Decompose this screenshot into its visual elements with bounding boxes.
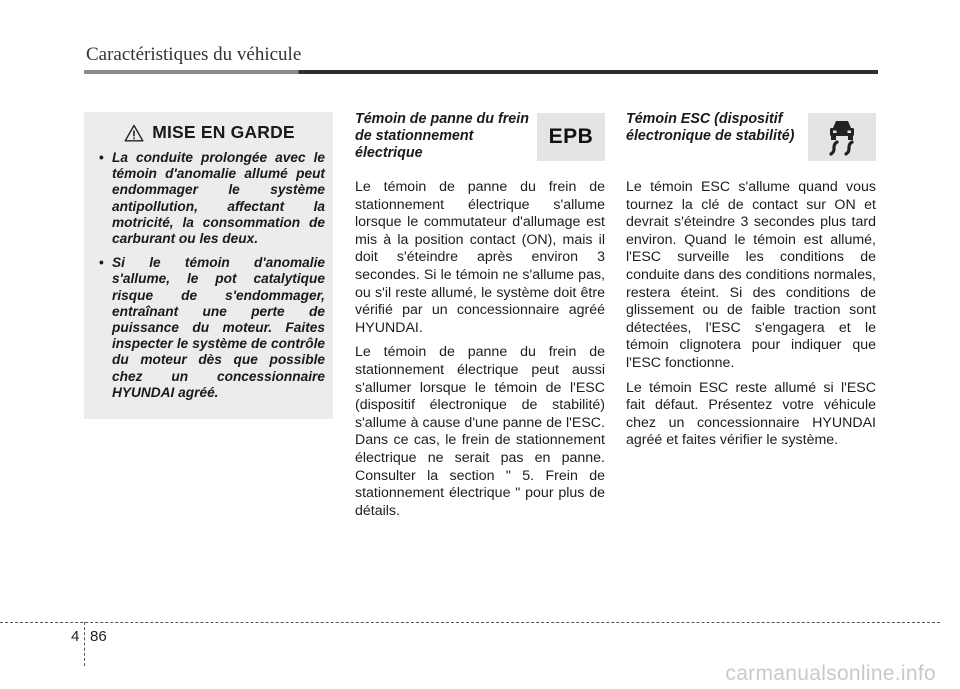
footer-divider (84, 622, 85, 666)
page-header-title: Caractéristiques du véhicule (86, 44, 302, 65)
page-chapter: 4 (71, 628, 80, 645)
warning-triangle-icon (124, 124, 144, 142)
warning-list (94, 150, 325, 401)
epb-section-title: Témoin de panne du frein de stationnement électrique (355, 111, 529, 161)
epb-indicator-badge (537, 113, 605, 161)
esc-section (626, 111, 876, 457)
warning-item: • La conduite prolongée avec le témoin d'anomalie allumé peut endommager le système antipollution, affectant la motricité, la consommation de carburant ou les deux. (94, 150, 325, 247)
epb-section (355, 111, 605, 527)
warning-box (84, 112, 333, 419)
epb-badge-label: EPB (548, 125, 594, 148)
page-number: 86 (90, 628, 107, 645)
epb-paragraph: Le témoin de panne du frein de stationnement électrique s'allume lorsque le commutateur d'allumage est mis à la position contact (ON), mais il doit s'éteindre après environ 3 secondes. Si le témoin ne s'allume pas, ou s'il reste allumé, le système doit être vérifié par un concessionnaire agréé HYUNDAI. (355, 179, 605, 336)
warning-header (94, 122, 325, 143)
esc-indicator-badge (808, 113, 876, 161)
esc-section-title: Témoin ESC (dispositif électronique de stabilité) (626, 111, 795, 144)
footer-rule (0, 622, 940, 623)
epb-paragraph: Le témoin de panne du frein de stationnement électrique peut aussi s'allumer lorsque le témoin de l'ESC (dispositif électronique de stabilité) s'allume à cause d'une panne de l'ESC. Dans ce cas, le frein de stationnement électrique ne serait pas en panne. Consulter la section " 5. Frein de stationnement électrique " pour plus de détails. (355, 344, 605, 519)
watermark: carmanualsonline.info (725, 662, 936, 685)
esc-skid-icon (822, 117, 862, 157)
warning-item: • Si le témoin d'anomalie s'allume, le pot catalytique risque de s'endommager, entraînant une perte de puissance du moteur. Faites inspecter le système de contrôle du moteur dès que possible chez un concessionnaire HYUNDAI agréé. (94, 255, 325, 401)
header-rule (84, 70, 878, 74)
esc-paragraph: Le témoin ESC reste allumé si l'ESC fait défaut. Présentez votre véhicule chez un concessionnaire HYUNDAI agréé et faites vérifier le système. (626, 379, 876, 449)
warning-title: MISE EN GARDE (152, 122, 295, 142)
esc-paragraph: Le témoin ESC s'allume quand vous tournez la clé de contact sur ON et devrait s'éteindre 3 secondes plus tard environ. Quand le témoin est allumé, l'ESC surveille les conditions de conduite dans des conditions normales, restera éteint. Si des conditions de glissement ou de faible traction sont détectées, l'ESC s'engagera et le témoin clignotera pour indiquer que l'ESC fonctionne. (626, 179, 876, 371)
epb-section-header (355, 111, 605, 179)
esc-section-header (626, 111, 876, 179)
